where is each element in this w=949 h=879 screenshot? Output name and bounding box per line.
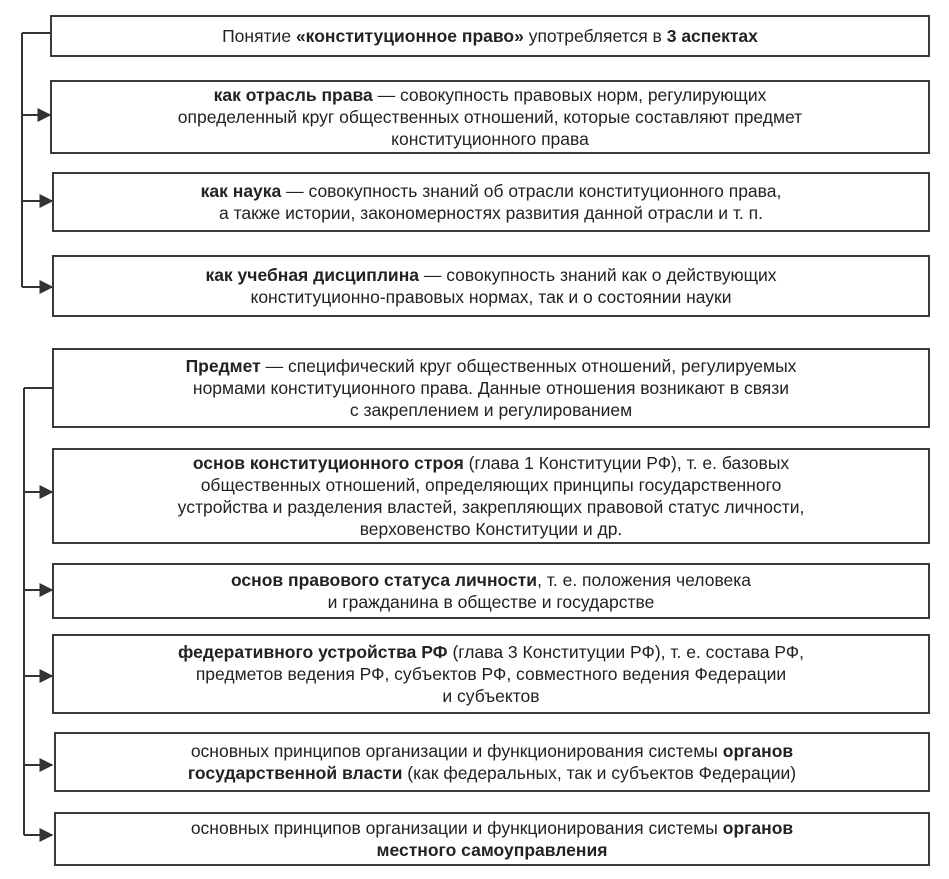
group2-item-state-power: [54, 732, 930, 792]
group1-header-text: Понятие «конституционное право» употребляется в 3 аспектах: [222, 26, 758, 46]
item-text: основ правового статуса личности, т. е. положения человека и гражданина в обществе и государстве: [230, 570, 752, 612]
item-text: основных принципов организации и функционирования системы органов местного самоуправления: [190, 818, 794, 860]
group1-item-discipline: [52, 255, 930, 317]
item-text: основных принципов организации и функционирования системы органов государственной власти (как федеральных, так и субъектов Федерации): [187, 741, 797, 783]
item-text: основ конституционного строя (глава 1 Конституции РФ), т. е. базовых общественных отношений, определяющих принципы государственного устройства и разделения властей, закрепляющих правовой статус личности, верховенство Конституции и др.: [177, 453, 805, 539]
group1-item-branch: [50, 80, 930, 154]
group2-item-local-government: [54, 812, 930, 866]
item-text: как отрасль права — совокупность правовых норм, регулирующих определенный круг общественных отношений, которые составляют предмет конституционного права: [177, 85, 803, 149]
group2-item-federal-structure: [52, 634, 930, 714]
group2-item-legal-status: [52, 563, 930, 619]
group1-header-box: [50, 15, 930, 57]
item-text: как учебная дисциплина — совокупность знаний как о действующих конституционно-правовых нормах, так и о состоянии науки: [205, 265, 777, 307]
group2-header-box: [52, 348, 930, 428]
item-text: федеративного устройства РФ (глава 3 Конституции РФ), т. е. состава РФ, предметов ведения РФ, субъектов РФ, совместного ведения Федерации и субъектов: [178, 642, 804, 706]
group1-item-science: [52, 172, 930, 232]
item-text: как наука — совокупность знаний об отрасли конституционного права, а также истории, закономерностях развития данной отрасли и т. п.: [200, 181, 782, 223]
group2-header-text: Предмет — специфический круг общественных отношений, регулируемых нормами конституционного права. Данные отношения возникают в связи с закреплением и регулированием: [185, 356, 797, 420]
group2-item-constitutional-order: [52, 448, 930, 544]
